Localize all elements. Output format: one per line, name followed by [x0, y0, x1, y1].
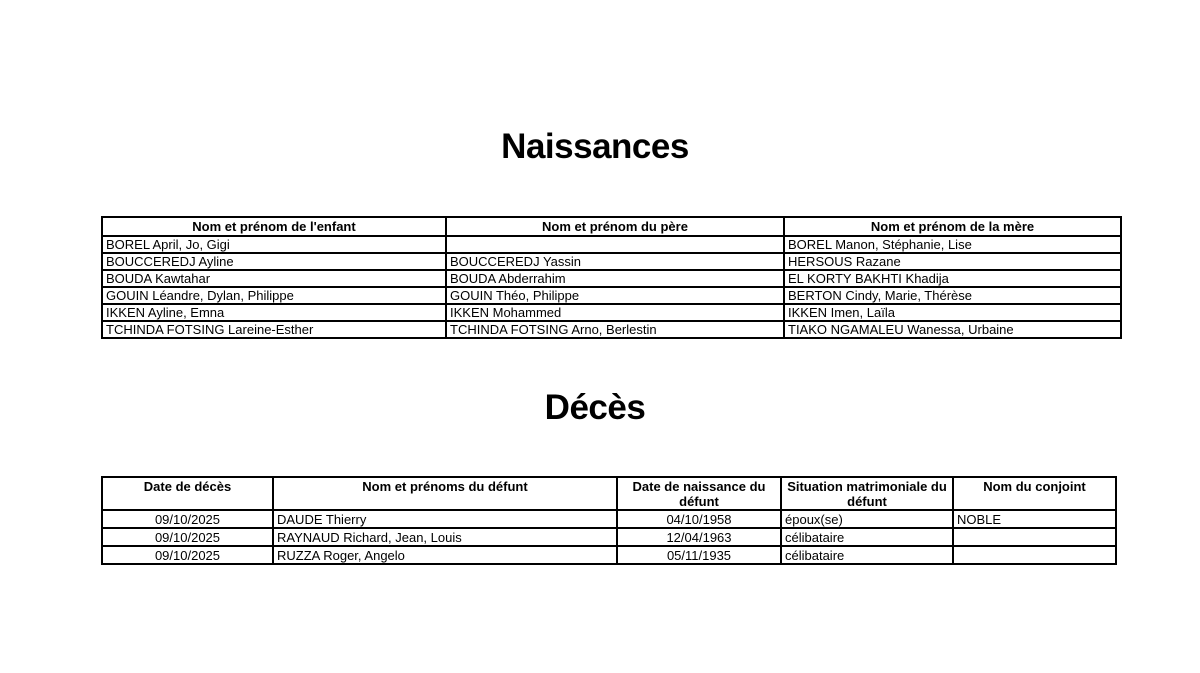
table-cell: BERTON Cindy, Marie, Thérèse — [784, 287, 1121, 304]
column-header: Date de décès — [102, 477, 273, 510]
table-cell: BOREL April, Jo, Gigi — [102, 236, 446, 253]
births-table — [101, 216, 1122, 339]
column-header: Date de naissance du défunt — [617, 477, 781, 510]
table-cell: célibataire — [781, 528, 953, 546]
table-cell: IKKEN Ayline, Emna — [102, 304, 446, 321]
table-cell: HERSOUS Razane — [784, 253, 1121, 270]
table-cell: BOUCCEREDJ Yassin — [446, 253, 784, 270]
column-header: Nom et prénom de l'enfant — [102, 217, 446, 236]
table-cell: BOREL Manon, Stéphanie, Lise — [784, 236, 1121, 253]
table-cell — [446, 236, 784, 253]
deaths-table — [101, 476, 1117, 565]
table-cell: IKKEN Mohammed — [446, 304, 784, 321]
table-cell: BOUDA Abderrahim — [446, 270, 784, 287]
table-cell — [953, 528, 1116, 546]
column-header: Nom du conjoint — [953, 477, 1116, 510]
table-cell: 09/10/2025 — [102, 528, 273, 546]
births-title: Naissances — [501, 127, 689, 166]
table-cell: GOUIN Théo, Philippe — [446, 287, 784, 304]
table-cell: TCHINDA FOTSING Arno, Berlestin — [446, 321, 784, 338]
table-row — [102, 528, 1116, 546]
table-cell: TCHINDA FOTSING Lareine-Esther — [102, 321, 446, 338]
header-row — [102, 217, 1121, 236]
table-cell: BOUDA Kawtahar — [102, 270, 446, 287]
table-row — [102, 304, 1121, 321]
table-cell: 05/11/1935 — [617, 546, 781, 564]
table-row — [102, 253, 1121, 270]
table-row — [102, 510, 1116, 528]
table-cell: RAYNAUD Richard, Jean, Louis — [273, 528, 617, 546]
table-cell — [953, 546, 1116, 564]
column-header: Nom et prénom de la mère — [784, 217, 1121, 236]
table-cell: IKKEN Imen, Laïla — [784, 304, 1121, 321]
table-row — [102, 321, 1121, 338]
table-cell: DAUDE Thierry — [273, 510, 617, 528]
column-header: Nom et prénom du père — [446, 217, 784, 236]
table-cell: époux(se) — [781, 510, 953, 528]
table-row — [102, 287, 1121, 304]
column-header: Nom et prénoms du défunt — [273, 477, 617, 510]
table-cell: 09/10/2025 — [102, 510, 273, 528]
table-cell: célibataire — [781, 546, 953, 564]
header-row — [102, 477, 1116, 510]
table-cell: RUZZA Roger, Angelo — [273, 546, 617, 564]
table-row — [102, 546, 1116, 564]
table-cell: GOUIN Léandre, Dylan, Philippe — [102, 287, 446, 304]
deaths-title: Décès — [544, 388, 646, 427]
table-cell: EL KORTY BAKHTI Khadija — [784, 270, 1121, 287]
table-cell: TIAKO NGAMALEU Wanessa, Urbaine — [784, 321, 1121, 338]
table-cell: 12/04/1963 — [617, 528, 781, 546]
table-cell: BOUCCEREDJ Ayline — [102, 253, 446, 270]
column-header: Situation matrimoniale du défunt — [781, 477, 953, 510]
table-row — [102, 270, 1121, 287]
table-cell: 09/10/2025 — [102, 546, 273, 564]
table-cell: 04/10/1958 — [617, 510, 781, 528]
table-cell: NOBLE — [953, 510, 1116, 528]
table-row — [102, 236, 1121, 253]
